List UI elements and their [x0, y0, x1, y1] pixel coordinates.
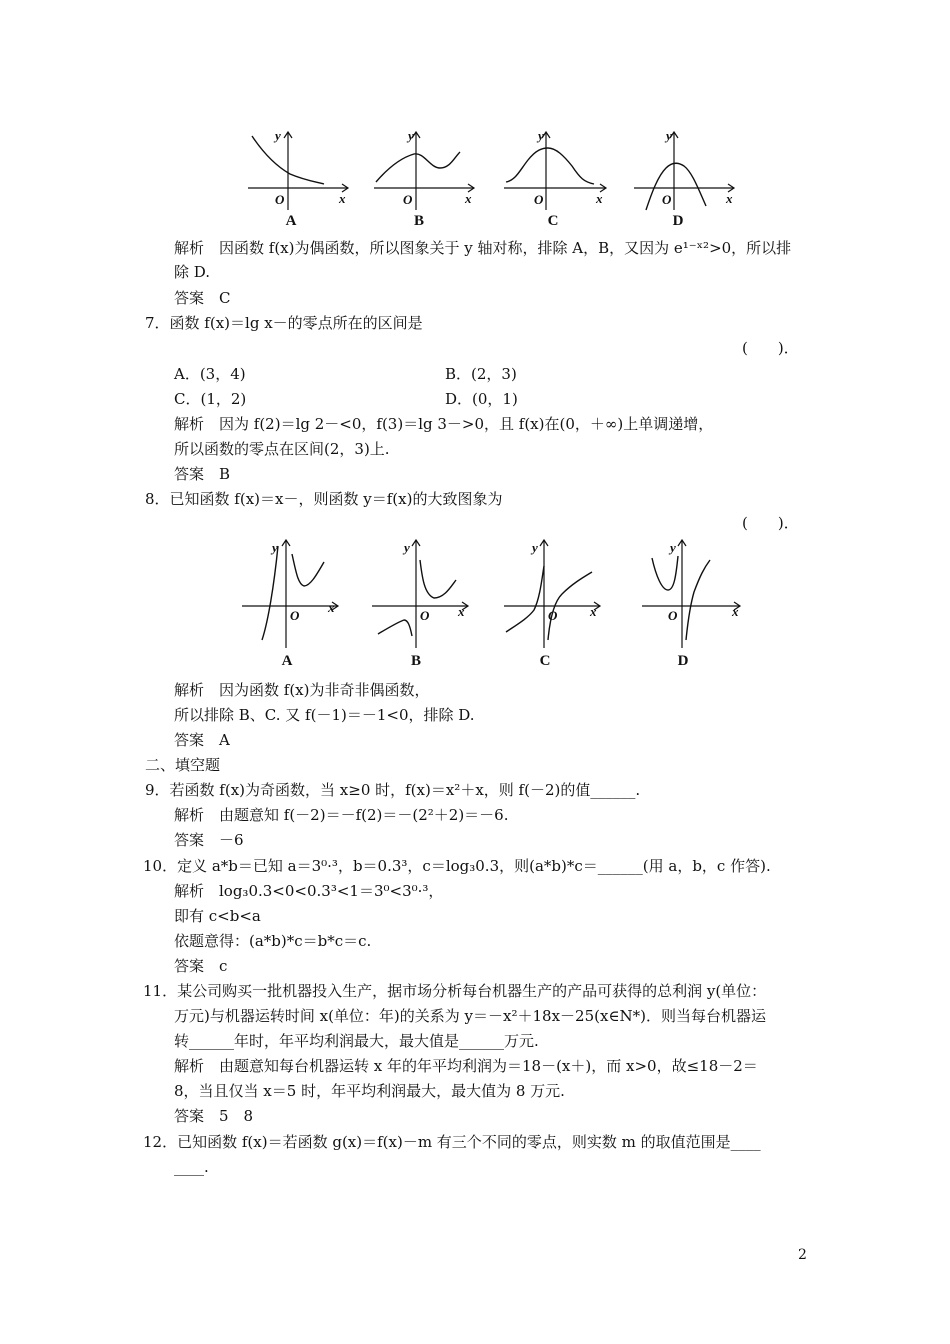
q7-option-d: D．(0，1) — [445, 390, 518, 408]
svg-text:O: O — [290, 608, 300, 623]
svg-text:y: y — [272, 540, 278, 555]
svg-text:O: O — [548, 608, 558, 623]
q12-stem-line2: ____. — [174, 1158, 209, 1176]
svg-text:x: x — [465, 191, 472, 206]
q10-answer: 答案 c — [174, 957, 228, 975]
q11-stem-line2: 万元)与机器运转时间 x(单位：年)的关系为 y＝－x²＋18x－25(x∈N*)．则当每台机器运 — [174, 1007, 767, 1025]
svg-text:O: O — [662, 192, 672, 207]
q6-answer: 答案 C — [174, 289, 231, 307]
graph-a — [248, 128, 348, 210]
q7-analysis-cont: 所以函数的零点在区间(2，3)上. — [174, 440, 390, 458]
q11-analysis-line2: 8，当且仅当 x＝5 时，年平均利润最大，最大值为 8 万元. — [174, 1082, 565, 1100]
q11-analysis-line1: 解析 由题意知每台机器运转 x 年的年平均利润为＝18－(x＋)，而 x>0，故≤18－2＝ — [174, 1057, 758, 1075]
svg-text:O: O — [668, 608, 678, 623]
graph-b — [374, 128, 474, 210]
section-heading-fill-in: 二、填空题 — [145, 756, 221, 774]
q10-stem: 10．定义 a*b＝已知 a＝3⁰·³，b＝0.3³，c＝log₃0.3，则(a*b)*c＝______(用 a，b，c 作答). — [143, 857, 771, 875]
q10-analysis-line2: 即有 c<b<a — [174, 907, 261, 925]
figure2-label-c: C — [539, 653, 551, 669]
svg-text:y: y — [532, 540, 538, 555]
svg-text:O: O — [403, 192, 413, 207]
q8-analysis-cont: 所以排除 B、C. 又 f(－1)＝－1<0，排除 D. — [174, 706, 475, 724]
graph2-b — [372, 540, 468, 648]
q11-answer: 答案 5 8 — [174, 1107, 254, 1125]
q7-answer: 答案 B — [174, 465, 231, 483]
svg-text:x: x — [732, 604, 739, 619]
graph-d — [634, 128, 734, 210]
graph-c — [504, 128, 606, 210]
svg-text:O: O — [275, 192, 285, 207]
figure-q8-graphs — [238, 536, 748, 650]
q10-analysis-line3: 依题意得：(a*b)*c＝b*c＝c. — [174, 932, 372, 950]
q7-option-b: B．(2，3) — [445, 365, 517, 383]
figure2-label-b: B — [410, 653, 421, 669]
page-number: 2 — [798, 1247, 807, 1263]
q9-answer: 答案 －6 — [174, 831, 244, 849]
q9-analysis: 解析 由题意知 f(－2)＝－f(2)＝－(2²＋2)＝－6. — [174, 806, 509, 824]
figure-label-d: D — [672, 213, 684, 229]
graph2-a — [242, 540, 338, 648]
q12-stem-line1: 12．已知函数 f(x)＝若函数 g(x)＝f(x)－m 有三个不同的零点，则实数 m 的取值范围是____ — [143, 1133, 761, 1151]
q7-answer-paren: ( )． — [742, 339, 799, 357]
svg-text:y: y — [538, 128, 544, 143]
graph-set-1 — [238, 126, 738, 212]
figure-label-b: B — [413, 213, 424, 229]
graph2-d — [642, 540, 740, 648]
svg-text:x: x — [596, 191, 603, 206]
q6-analysis: 解析 因函数 f(x)为偶函数，所以图象关于 y 轴对称，排除 A，B，又因为 e¹⁻ˣ²>0，所以排 — [174, 239, 792, 257]
q10-analysis: 解析 log₃0.3<0<0.3³<1＝3⁰<3⁰·³， — [174, 882, 444, 900]
svg-text:O: O — [420, 608, 430, 623]
q8-answer: 答案 A — [174, 731, 230, 749]
svg-text:y: y — [408, 128, 414, 143]
q7-option-a: A．(3，4) — [174, 365, 246, 383]
q6-analysis-cont: 除 D. — [174, 263, 211, 281]
svg-text:O: O — [534, 192, 544, 207]
q8-stem: 8．已知函数 f(x)＝x－，则函数 y＝f(x)的大致图象为 — [145, 490, 503, 508]
svg-text:x: x — [726, 191, 733, 206]
graph2-c — [504, 540, 600, 648]
graph-set-2 — [238, 536, 748, 650]
q11-stem-line1: 11．某公司购买一批机器投入生产，据市场分析每台机器生产的产品可获得的总利润 y(单位： — [143, 982, 767, 1000]
svg-text:x: x — [458, 604, 465, 619]
svg-text:y: y — [404, 540, 410, 555]
q8-analysis: 解析 因为函数 f(x)为非奇非偶函数， — [174, 681, 430, 699]
q8-answer-paren: ( )． — [742, 514, 799, 532]
figure2-label-a: A — [281, 653, 293, 669]
q7-stem: 7．函数 f(x)＝lg x－的零点所在的区间是 — [145, 314, 423, 332]
svg-text:x: x — [590, 604, 597, 619]
q7-analysis: 解析 因为 f(2)＝lg 2－<0，f(3)＝lg 3－>0，且 f(x)在(0，＋∞)上单调递增， — [174, 415, 714, 433]
q7-option-c: C．(1，2) — [174, 390, 247, 408]
figure-q6-graphs — [238, 126, 738, 212]
q11-stem-line3: 转______年时，年平均利润最大，最大值是______万元. — [174, 1032, 539, 1050]
figure2-label-d: D — [677, 653, 689, 669]
svg-text:y: y — [275, 128, 281, 143]
svg-text:x: x — [328, 600, 335, 615]
figure-label-a: A — [285, 213, 297, 229]
svg-text:y: y — [666, 128, 672, 143]
q9-stem: 9．若函数 f(x)为奇函数，当 x≥0 时，f(x)＝x²＋x，则 f(－2)的值______. — [145, 781, 641, 799]
svg-text:y: y — [670, 540, 676, 555]
figure-label-c: C — [547, 213, 559, 229]
svg-text:x: x — [339, 191, 346, 206]
